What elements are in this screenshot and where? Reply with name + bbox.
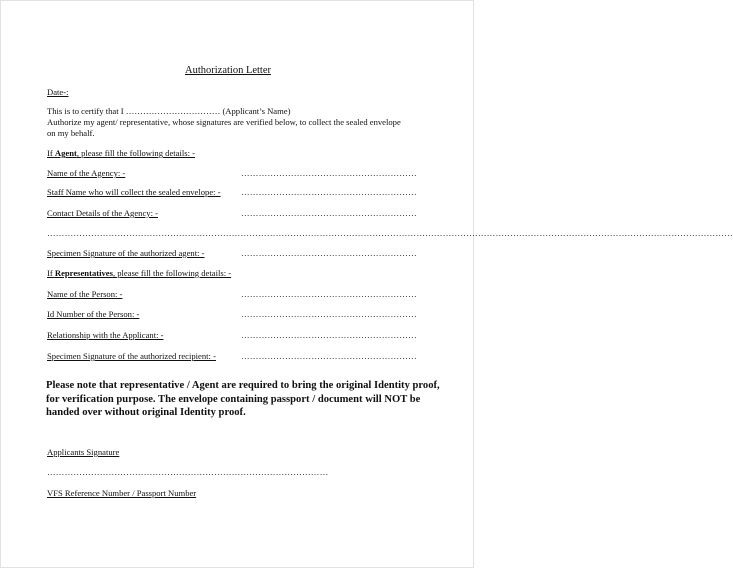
agent-signature-label: Specimen Signature of the authorized agent: -: [47, 248, 205, 258]
agent-section-bold: Agent: [54, 148, 77, 158]
recipient-signature-field[interactable]: ……………………………………………………: [241, 351, 417, 361]
rep-section-suffix: , please fill the following details: -: [112, 268, 232, 278]
recipient-signature-label: Specimen Signature of the authorized recipient: -: [47, 351, 216, 361]
staff-name-label: Staff Name who will collect the sealed envelope: -: [47, 187, 221, 197]
agent-signature-field[interactable]: ……………………………………………………: [241, 248, 417, 258]
agency-name-label: Name of the Agency: -: [47, 168, 126, 178]
authorize-text-line-1: Authorize my agent/ representative, whose signatures are verified below, to collect the sealed envelope: [47, 117, 401, 127]
relationship-field[interactable]: ……………………………………………………: [241, 330, 417, 340]
vfs-reference-label: VFS Reference Number / Passport Number: [47, 488, 197, 498]
person-name-field[interactable]: ……………………………………………………: [241, 289, 417, 299]
identity-proof-note: Please note that representative / Agent are required to bring the original Identity proof, for verification purpose. The envelope containing passport / document will NOT be handed over without original Identity proof.: [46, 380, 440, 418]
person-name-label: Name of the Person: -: [47, 289, 123, 299]
contact-details-field[interactable]: ……………………………………………………: [241, 208, 417, 218]
agency-name-field[interactable]: ……………………………………………………: [241, 168, 417, 178]
certify-text: This is to certify that I …………………………… (Applicant’s Name): [47, 106, 291, 116]
rep-section-prefix: If: [47, 268, 55, 278]
applicant-signature-field[interactable]: ……………………………………………………………………………………: [47, 467, 329, 477]
applicant-signature-label: Applicants Signature: [47, 447, 120, 457]
date-label: Date-:: [47, 87, 69, 97]
rep-section-bold: Representatives: [54, 268, 113, 278]
authorize-text-line-2: on my behalf.: [47, 128, 95, 138]
contact-details-label: Contact Details of the Agency: -: [47, 208, 158, 218]
agent-section-heading: [47, 148, 195, 158]
contact-details-field-continued[interactable]: ………………………………………………………………………………………………………………………………………………………………………………………………………………: [47, 228, 733, 238]
id-number-label: Id Number of the Person: -: [47, 309, 140, 319]
agent-section-suffix: , please fill the following details: -: [76, 148, 195, 158]
document-title: Authorization Letter: [185, 65, 272, 76]
id-number-field[interactable]: ……………………………………………………: [241, 309, 417, 319]
agent-section-prefix: If: [47, 148, 55, 158]
relationship-label: Relationship with the Applicant: -: [47, 330, 164, 340]
staff-name-field[interactable]: ……………………………………………………: [241, 187, 417, 197]
representative-section-heading: [47, 268, 231, 278]
